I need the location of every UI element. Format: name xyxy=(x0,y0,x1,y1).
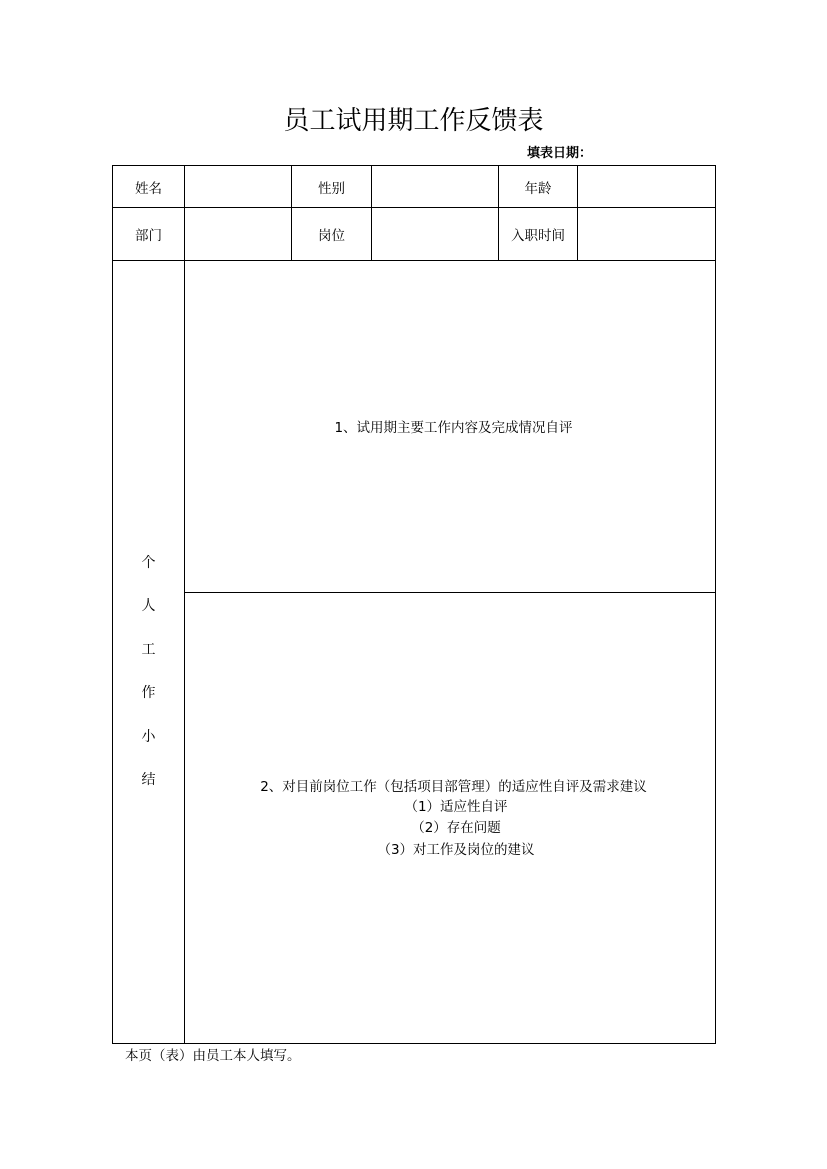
work-self-evaluation-title: 1、试用期主要工作内容及完成情况自评 xyxy=(334,419,573,436)
table-row-basic-info-2 xyxy=(113,208,716,261)
hire-date-field[interactable] xyxy=(578,208,716,261)
table-row-section-2 xyxy=(113,593,716,1044)
side-char: 小 xyxy=(141,728,156,745)
position-field[interactable] xyxy=(372,208,499,261)
side-char: 人 xyxy=(141,598,156,614)
side-char: 作 xyxy=(141,685,156,701)
personal-summary-chars xyxy=(142,542,156,803)
gender-label: 性别 xyxy=(292,166,372,208)
age-field[interactable] xyxy=(578,166,716,208)
department-label: 部门 xyxy=(113,208,185,261)
form-title: 员工试用期工作反馈表 xyxy=(283,106,544,136)
feedback-form-table xyxy=(112,165,716,1044)
adaptability-title: 2、对目前岗位工作（包括项目部管理）的适应性自评及需求建议 xyxy=(260,778,647,795)
position-label: 岗位 xyxy=(292,208,372,261)
work-self-evaluation-section[interactable] xyxy=(185,261,716,593)
side-char: 个 xyxy=(141,554,156,571)
table-row-section-1 xyxy=(113,261,716,593)
table-row-basic-info-1 xyxy=(113,166,716,208)
adaptability-section[interactable] xyxy=(185,593,716,1044)
adaptability-item: （1）适应性自评 xyxy=(404,798,508,815)
gender-field[interactable] xyxy=(372,166,499,208)
department-field[interactable] xyxy=(185,208,292,261)
personal-summary-label xyxy=(113,261,185,1044)
side-char: 工 xyxy=(141,641,156,658)
problems-item: （2）存在问题 xyxy=(411,820,501,837)
name-field[interactable] xyxy=(185,166,292,208)
footnote: 本页（表）由员工本人填写。 xyxy=(125,1048,301,1064)
hire-date-label: 入职时间 xyxy=(499,208,578,261)
side-char: 结 xyxy=(141,772,156,788)
fill-date-label: 填表日期： xyxy=(527,146,593,161)
name-label: 姓名 xyxy=(113,166,185,208)
suggestions-item: （3）对工作及岗位的建议 xyxy=(377,841,535,858)
age-label: 年龄 xyxy=(499,166,578,208)
